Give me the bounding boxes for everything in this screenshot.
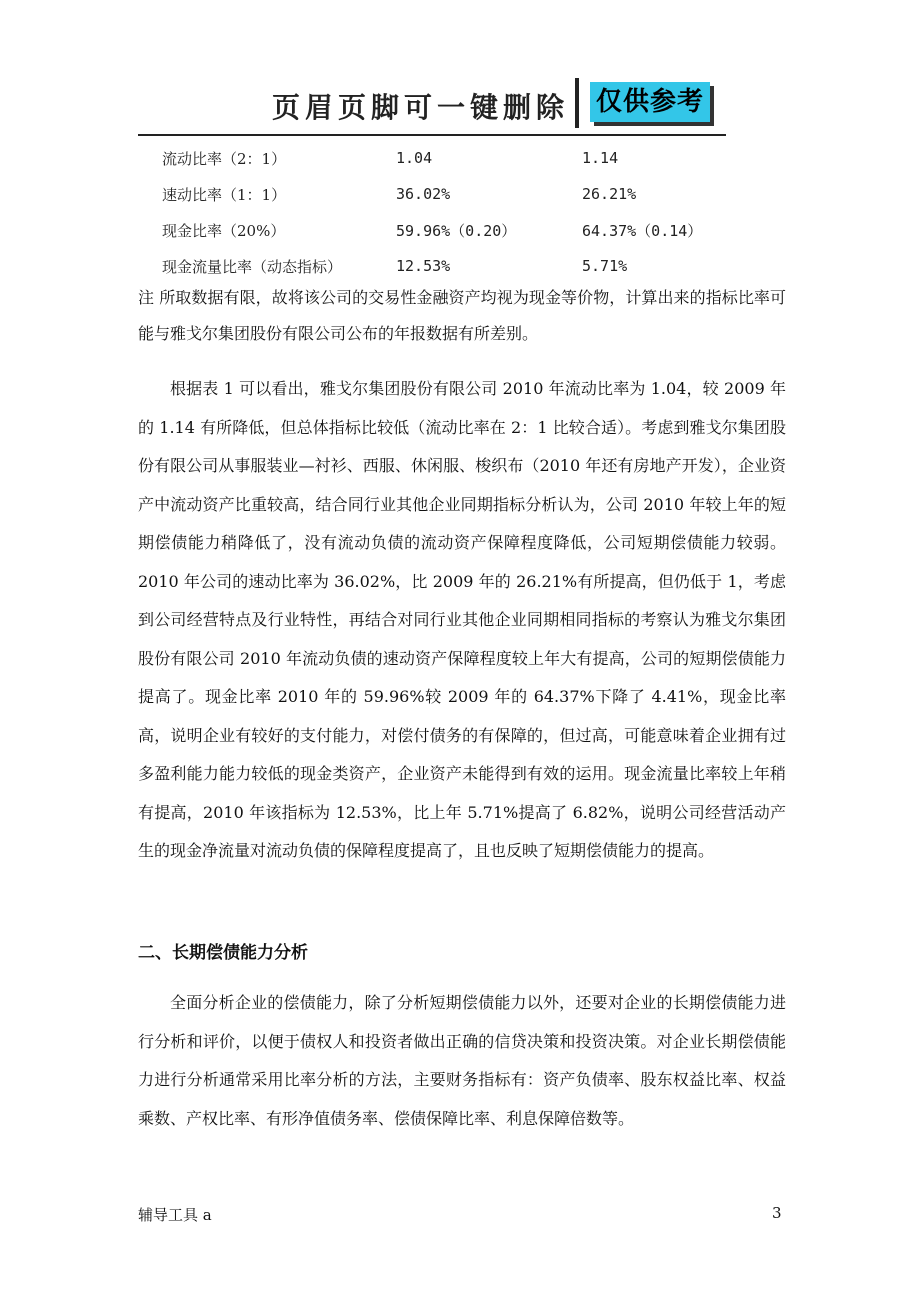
ratio-value-2009: 26.21% — [582, 185, 637, 203]
ratio-value-2009: 64.37%（0.14） — [582, 221, 703, 240]
ratio-name: 现金流量比率（动态指标） — [162, 257, 343, 276]
analysis-paragraph: 根据表 1 可以看出，雅戈尔集团股份有限公司 2010 年流动比率为 1.04，较 2009 年的 1.14 有所降低，但总体指标比较低（流动比率在 2：1 比较合适）。考虑到雅戈尔集团股份有限公司从事服装业—衬衫、西服、休闲服、梭织布（2010 年还有房地产开发），企业资产中流动资产比重较高，结合同行业其他企业同期指标分析认为，公司 2010 年较上年的短期偿债能力稍降低了，没有流动负债的流动资产保障程度降低，公司短期偿债能力较弱。2010 年公司的速动比率为 36.02%，比 2009 年的 26.21%有所提高，但仍低于 1，考虑到公司经营特点及行业特性，再结合对同行业其他企业同期相同指标的考察认为雅戈尔集团股份有限公司 2010 年流动负债的速动资产保障程度较上年大有提高，公司的短期偿债能力提高了。现金比率 2010 年的 59.96%较 2009 年的 64.37%下降了 4.41%，现金比率高，说明企业有较好的支付能力，对偿付债务的有保障的，但过高，可能意味着企业拥有过多盈利能力能力较低的现金类资产，企业资产未能得到有效的运用。现金流量比率较上年稍有提高，2010 年该指标为 12.53%，比上年 5.71%提高了 6.82%，说明公司经营活动产生的现金净流量对流动负债的保障程度提高了，且也反映了短期偿债能力的提高。 — [138, 379, 786, 860]
ratio-name: 速动比率（1：1） — [162, 185, 287, 204]
ratio-value-2010: 1.04 — [396, 149, 433, 167]
ratio-name: 流动比率（2：1） — [162, 149, 287, 168]
header-divider — [575, 78, 579, 128]
ratio-table — [162, 140, 782, 284]
table-note: 注 所取数据有限，故将该公司的交易性金融资产均视为现金等价物，计算出来的指标比率可能与雅戈尔集团股份有限公司公布的年报数据有所差别。 — [138, 288, 786, 343]
reference-only-badge: 仅供参考 — [590, 82, 710, 122]
table-row — [162, 212, 782, 248]
header-rule — [138, 134, 726, 136]
table-row — [162, 176, 782, 212]
footer-label: 辅导工具 a — [138, 1206, 212, 1224]
table-row — [162, 248, 782, 284]
ratio-value-2009: 1.14 — [582, 149, 619, 167]
ratio-value-2010: 59.96%（0.20） — [396, 221, 517, 240]
ratio-value-2009: 5.71% — [582, 257, 628, 275]
table-row — [162, 140, 782, 176]
header-title: 页眉页脚可一键删除 — [272, 91, 570, 124]
ratio-name: 现金比率（20%） — [162, 221, 286, 240]
ratio-value-2010: 36.02% — [396, 185, 451, 203]
long-term-paragraph: 全面分析企业的偿债能力，除了分析短期偿债能力以外，还要对企业的长期偿债能力进行分析和评价，以便于债权人和投资者做出正确的信贷决策和投资决策。对企业长期偿债能力进行分析通常采用比率分析的方法，主要财务指标有：资产负债率、股东权益比率、权益乘数、产权比率、有形净值债务率、偿债保障比率、利息保障倍数等。 — [138, 993, 786, 1128]
page-number: 3 — [772, 1204, 782, 1222]
ratio-value-2010: 12.53% — [396, 257, 451, 275]
section-heading: 二、长期偿债能力分析 — [138, 943, 308, 963]
